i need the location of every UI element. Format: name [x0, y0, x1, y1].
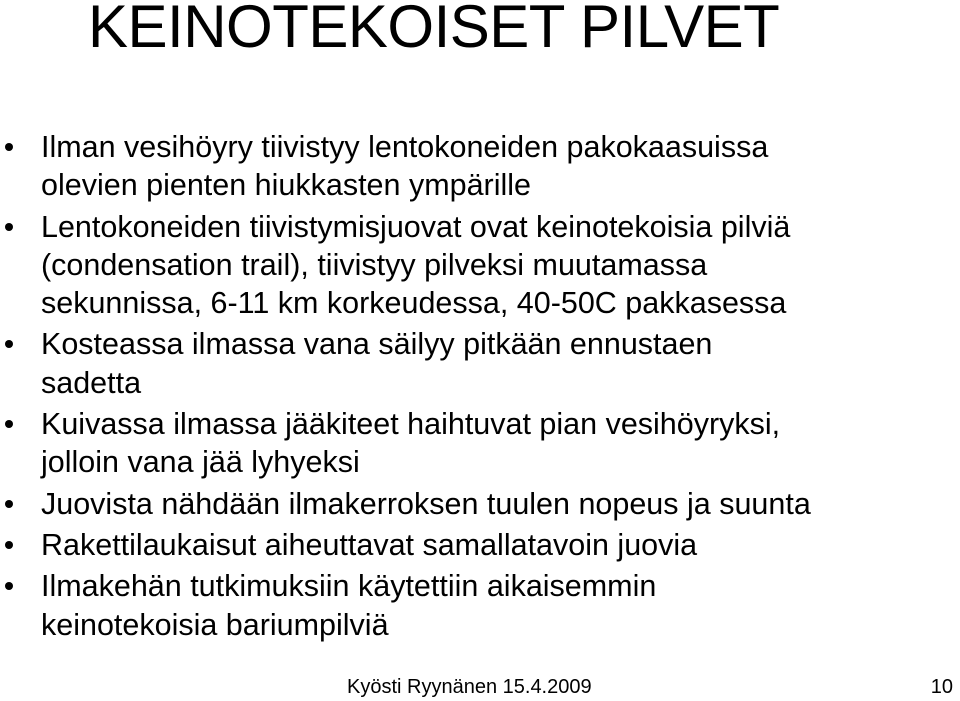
bullet-text: Juovista nähdään ilmakerroksen tuulen nopeus ja suunta — [41, 486, 811, 521]
slide-title: KEINOTEKOISET PILVET — [88, 0, 780, 60]
bullet-item — [0, 485, 960, 523]
bullet-item — [0, 128, 960, 205]
bullet-item — [0, 526, 960, 564]
bullet-item — [0, 325, 960, 402]
bullet-dot-icon — [5, 500, 13, 508]
bullet-text: Lentokoneiden tiivistymisjuovat ovat keinotekoisia pilviä (condensation trail), tiivistyy pilveksi muutamassa sekunnissa, 6-11 km korkeudessa, 40-50C pakkasessa — [41, 209, 791, 321]
page-number: 10 — [930, 676, 953, 698]
bullet-text: Ilman vesihöyry tiivistyy lentokoneiden pakokaasuissa olevien pienten hiukkasten ympärille — [41, 130, 769, 203]
bullet-dot-icon — [5, 420, 13, 428]
bullet-text: Kuivassa ilmassa jääkiteet haihtuvat pian vesihöyryksi, jolloin vana jää lyhyeksi — [41, 407, 781, 480]
bullet-item — [0, 567, 960, 644]
bullet-dot-icon — [5, 143, 13, 151]
bullet-dot-icon — [5, 340, 13, 348]
bullet-text: Ilmakehän tutkimuksiin käytettiin aikaisemmin keinotekoisia bariumpilviä — [41, 569, 657, 642]
bullet-dot-icon — [5, 223, 13, 231]
bullet-item — [0, 208, 960, 323]
bullet-text: Kosteassa ilmassa vana säilyy pitkään ennustaen sadetta — [41, 327, 713, 400]
bullet-dot-icon — [5, 582, 13, 590]
bullet-text: Rakettilaukaisut aiheuttavat samallatavoin juovia — [41, 527, 698, 562]
footer-author-date: Kyösti Ryynänen 15.4.2009 — [347, 676, 592, 698]
bullet-dot-icon — [5, 541, 13, 549]
bullet-item — [0, 405, 960, 482]
bullet-list — [0, 128, 960, 647]
